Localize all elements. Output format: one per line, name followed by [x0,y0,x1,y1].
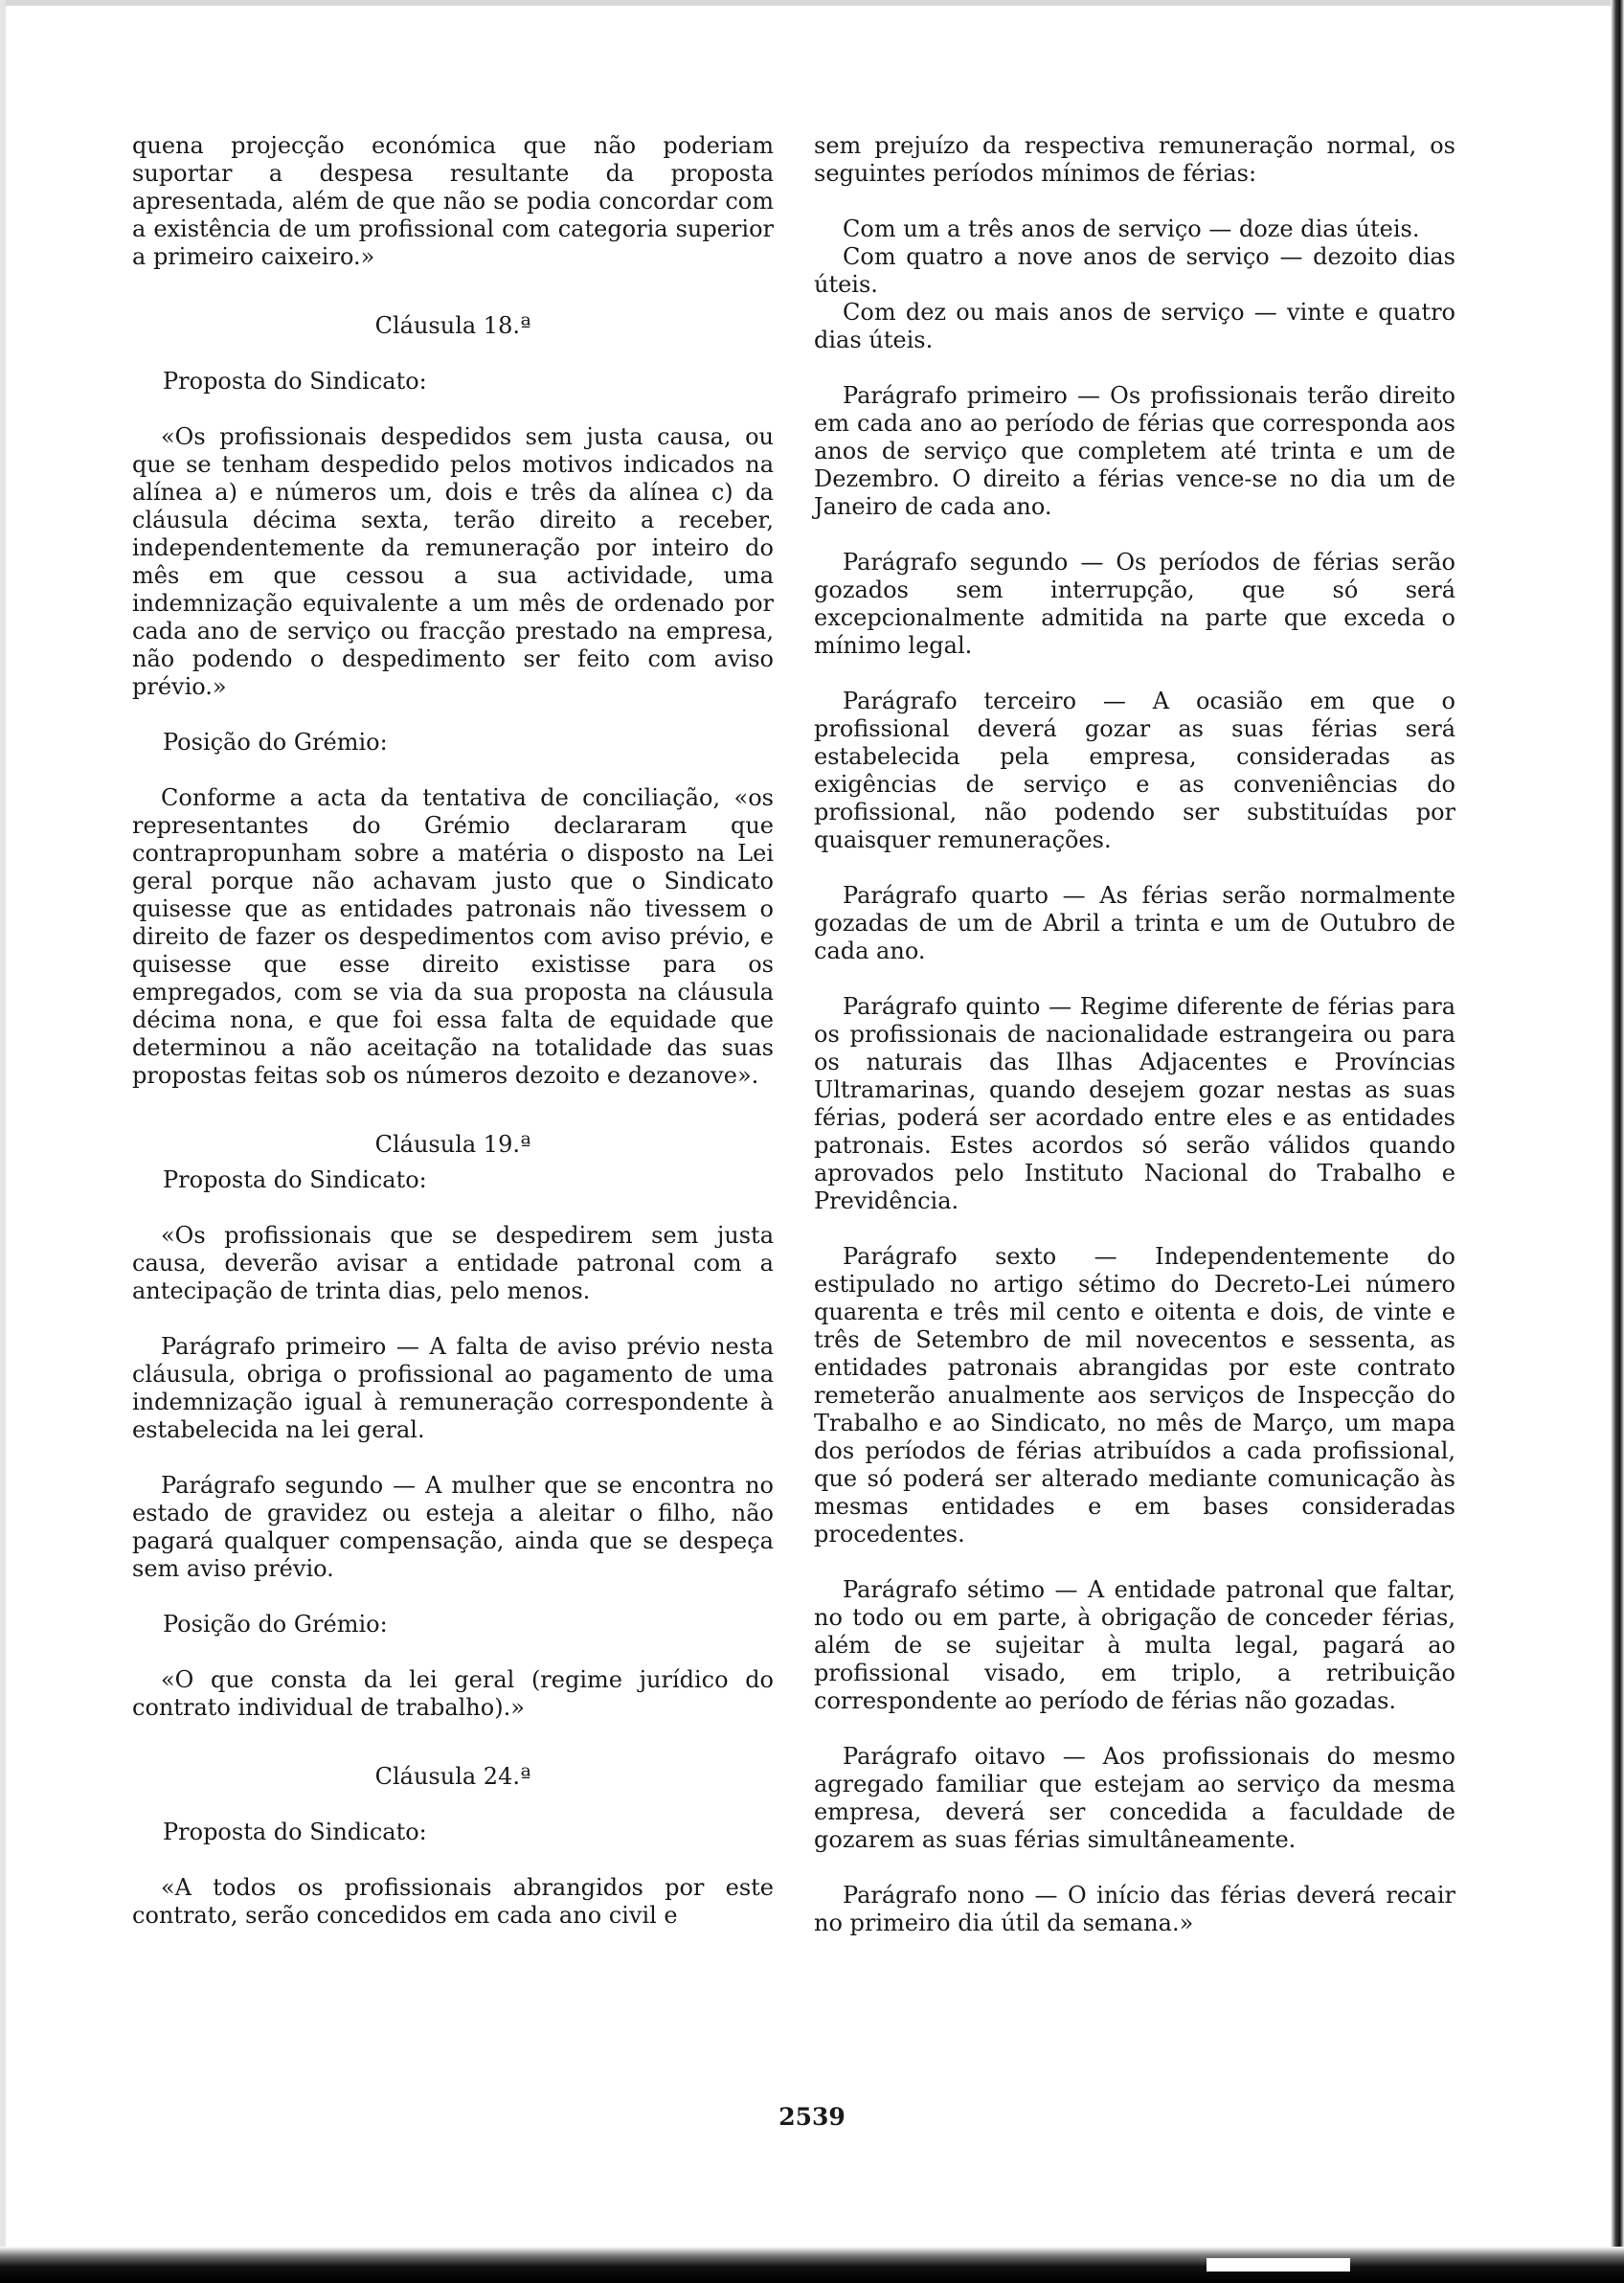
paragraph: «Os profissionais que se despedirem sem justa causa, deverão avisar a entidade patronal com a antecipação de trinta dias, pelo menos. [132,1222,774,1304]
paragraph: «A todos os profissionais abrangidos por este contrato, serão concedidos em cada ano civil e [132,1874,774,1929]
section-label: Posição do Grémio: [163,1611,388,1638]
paragraph: «O que consta da lei geral (regime jurídico do contrato individual de trabalho).» [132,1666,774,1721]
page-edge-top [0,0,1624,6]
clause-heading: Cláusula 19.ª [374,1131,531,1158]
paragraph: quena projecção económica que não poderiam suportar a despesa resultante da proposta apresentada, além de que não se podia concordar com a existência de um profissional com categoria superior a primeiro caixeiro.» [132,132,774,270]
list-item: Com um a três anos de serviço — doze dias úteis. [843,215,1420,242]
right-column [814,132,1455,1937]
paragraph: Parágrafo terceiro — A ocasião em que o profissional deverá gozar as suas férias será estabelecida pela empresa, consideradas as exigências de serviço e as conveniências do profissional, não podendo ser substituídas por quaisquer remunerações. [814,688,1455,853]
paragraph: Parágrafo nono — O início das férias deverá recair no primeiro dia útil da semana.» [814,1882,1455,1936]
left-column [132,132,774,1930]
clause-heading: Cláusula 18.ª [374,312,531,339]
page-edge-left [0,0,6,2283]
page-number: 2539 [778,2103,846,2131]
paragraph: Parágrafo primeiro — A falta de aviso prévio nesta cláusula, obriga o profissional ao pagamento de uma indemnização igual à remuneração correspondente à estabelecida na lei geral. [132,1333,774,1443]
scan-bottom-edge [0,2247,1624,2283]
section-label: Proposta do Sindicato: [163,368,427,395]
paragraph: Parágrafo segundo — Os períodos de férias serão gozados sem interrupção, que só será excepcionalmente admitida na parte que exceda o mínimo legal. [814,549,1455,659]
paragraph: sem prejuízo da respectiva remuneração normal, os seguintes períodos mínimos de férias: [814,132,1455,187]
section-label: Proposta do Sindicato: [163,1819,427,1845]
list-item: Com quatro a nove anos de serviço — dezoito dias úteis. [814,243,1455,298]
section-label: Posição do Grémio: [163,729,388,756]
paragraph: Parágrafo quinto — Regime diferente de férias para os profissionais de nacionalidade estrangeira ou para os naturais das Ilhas Adjacentes e Províncias Ultramarinas, quando desejem gozar nestas as suas férias, poderá ser acordado entre eles e as entidades patronais. Estes acordos só serão válidos quando aprovados pelo Instituto Nacional do Trabalho e Previdência. [814,993,1455,1214]
paragraph: Parágrafo segundo — A mulher que se encontra no estado de gravidez ou esteja a aleitar o filho, não pagará qualquer compensação, ainda que se despeça sem aviso prévio. [132,1472,774,1582]
paragraph: Parágrafo sétimo — A entidade patronal que faltar, no todo ou em parte, à obrigação de conceder férias, além de se sujeitar à multa legal, pagará ao profissional visado, em triplo, a retribuição correspondente ao período de férias não gozadas. [814,1576,1455,1714]
list-item: Com dez ou mais anos de serviço — vinte e quatro dias úteis. [814,299,1455,353]
clause-heading: Cláusula 24.ª [374,1763,531,1790]
section-label: Proposta do Sindicato: [163,1166,427,1193]
paragraph: Parágrafo oitavo — Aos profissionais do mesmo agregado familiar que estejam ao serviço da mesma empresa, deverá ser concedida a faculdade de gozarem as suas férias simultâneamente. [814,1743,1455,1853]
page-edge-right [1611,0,1624,2283]
paragraph: Parágrafo primeiro — Os profissionais terão direito em cada ano ao período de férias que corresponda aos anos de serviço que completem até trinta e um de Dezembro. O direito a férias vence-se no dia um de Janeiro de cada ano. [814,382,1455,520]
paragraph: «Os profissionais despedidos sem justa causa, ou que se tenham despedido pelos motivos indicados na alínea a) e números um, dois e três da alínea c) da cláusula décima sexta, terão direito a receber, independentemente da remuneração por inteiro do mês em que cessou a sua actividade, uma indemnização equivalente a um mês de ordenado por cada ano de serviço ou fracção prestado na empresa, não podendo o despedimento ser feito com aviso prévio.» [132,423,774,700]
paragraph: Parágrafo quarto — As férias serão normalmente gozadas de um de Abril a trinta e um de Outubro de cada ano. [814,882,1455,964]
paragraph: Parágrafo sexto — Independentemente do estipulado no artigo sétimo do Decreto-Lei número quarenta e três mil cento e oitenta e dois, de vinte e três de Setembro de mil novecentos e sessenta, as entidades patronais abrangidas por este contrato remeterão anualmente aos serviços de Inspecção do Trabalho e ao Sindicato, no mês de Março, um mapa dos períodos de férias atribuídos a cada profissional, que só poderá ser alterado mediante comunicação às mesmas entidades e em bases consideradas procedentes. [814,1243,1455,1548]
paragraph: Conforme a acta da tentativa de conciliação, «os representantes do Grémio declararam que contrapropunham sobre a matéria o disposto na Lei geral porque não achavam justo que o Sindicato quisesse que as entidades patronais não tivessem o direito de fazer os despedimentos com aviso prévio, e quisesse que esse direito existisse para os empregados, com se via da sua proposta na cláusula décima nona, e que foi essa falta de equidade que determinou a não aceitação na totalidade das suas propostas feitas sob os números dezoito e dezanove». [132,784,774,1089]
